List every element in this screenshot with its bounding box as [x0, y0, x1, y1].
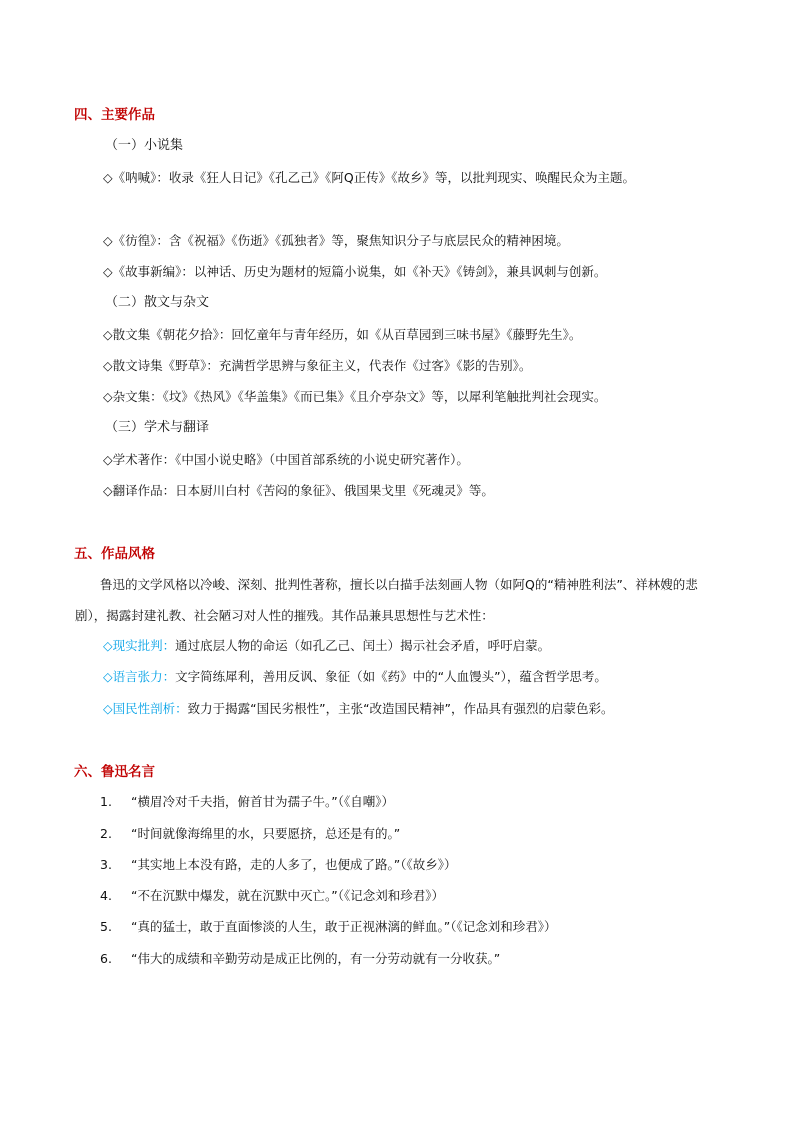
work-item: ◇学术著作：《中国小说史略》（中国首部系统的小说史研究著作）。: [103, 452, 469, 467]
quote-text: “时间就像海绵里的水，只要愿挤，总还是有的。”: [131, 826, 401, 841]
section-title-style: 五、作品风格: [74, 546, 155, 562]
style-point-label: ◇现实批判：: [103, 638, 176, 653]
work-item: ◇散文集《朝花夕拾》：回忆童年与青年经历，如《从百草园到三味书屋》《藤野先生》。: [103, 327, 582, 342]
quote-number: 6.: [100, 951, 112, 966]
work-item: ◇散文诗集《野草》：充满哲学思辨与象征主义，代表作《过客》《影的告别》。: [103, 358, 532, 373]
section-title-works: 四、主要作品: [74, 107, 155, 123]
quote-number: 3.: [100, 857, 112, 872]
style-point: [103, 637, 550, 655]
style-point-text: 通过底层人物的命运（如孔乙己、闰土）揭示社会矛盾，呼吁启蒙。: [175, 638, 551, 653]
quote-text: “伟大的成绩和辛勤劳动是成正比例的，有一分劳动就有一分收获。”: [131, 951, 501, 966]
work-item: ◇杂文集：《坟》《热风》《华盖集》《而已集》《且介亭杂文》等，以犀利笔触批判社会现实。: [103, 389, 607, 404]
quote-text: “不在沉默中爆发，就在沉默中灭亡。”（《记念刘和珍君》）: [131, 888, 444, 903]
work-item: ◇《彷徨》：含《祝福》《伤逝》《孤独者》等，聚焦知识分子与底层民众的精神困境。: [103, 233, 569, 248]
style-point-label: ◇国民性剖析：: [103, 701, 188, 716]
style-point-label: ◇语言张力：: [103, 669, 176, 684]
quote-number: 2.: [100, 826, 112, 841]
style-intro-paragraph: 鲁迅的文学风格以冷峻、深刻、批判性著称，擅长以白描手法刻画人物（如阿Q的“精神胜利法”、祥林嫂的悲剧），揭露封建礼教、社会陋习对人性的摧残。其作品兼具思想性与艺术性：: [75, 577, 698, 623]
quote-text: “其实地上本没有路，走的人多了，也便成了路。”（《故乡》）: [131, 857, 457, 872]
quote-text: “横眉冷对千夫指，俯首甘为孺子牛。”（《自嘲》）: [131, 794, 394, 809]
quote-text: “真的猛士，敢于直面惨淡的人生，敢于正视淋漓的鲜血。”（《记念刘和珍君》）: [131, 919, 557, 934]
subsection-prose-heading: （二）散文与杂文: [105, 295, 210, 310]
work-item: ◇翻译作品：日本厨川白村《苦闷的象征》、俄国果戈里《死魂灵》等。: [103, 483, 494, 498]
style-point: [103, 668, 607, 686]
style-point-text: 文字简练犀利，善用反讽、象征（如《药》中的“人血馒头”），蕴含哲学思考。: [175, 669, 607, 684]
quote-number: 5.: [100, 919, 112, 934]
subsection-fiction-heading: （一）小说集: [105, 138, 184, 153]
work-item: ◇《故事新编》：以神话、历史为题材的短篇小说集，如《补天》《铸剑》，兼具讽刺与创新。: [103, 264, 607, 279]
work-item: ◇《呐喊》：收录《狂人日记》《孔乙己》《阿Q正传》《故乡》等，以批判现实、唤醒民众为主题。: [103, 170, 635, 185]
quote-number: 4.: [100, 888, 112, 903]
style-point: [103, 700, 614, 718]
quote-number: 1.: [100, 794, 112, 809]
section-title-quotes: 六、鲁迅名言: [74, 764, 155, 780]
subsection-academic-heading: （三）学术与翻译: [105, 420, 210, 435]
style-point-text: 致力于揭露“国民劣根性”，主张“改造国民精神”，作品具有强烈的启蒙色彩。: [187, 701, 614, 716]
